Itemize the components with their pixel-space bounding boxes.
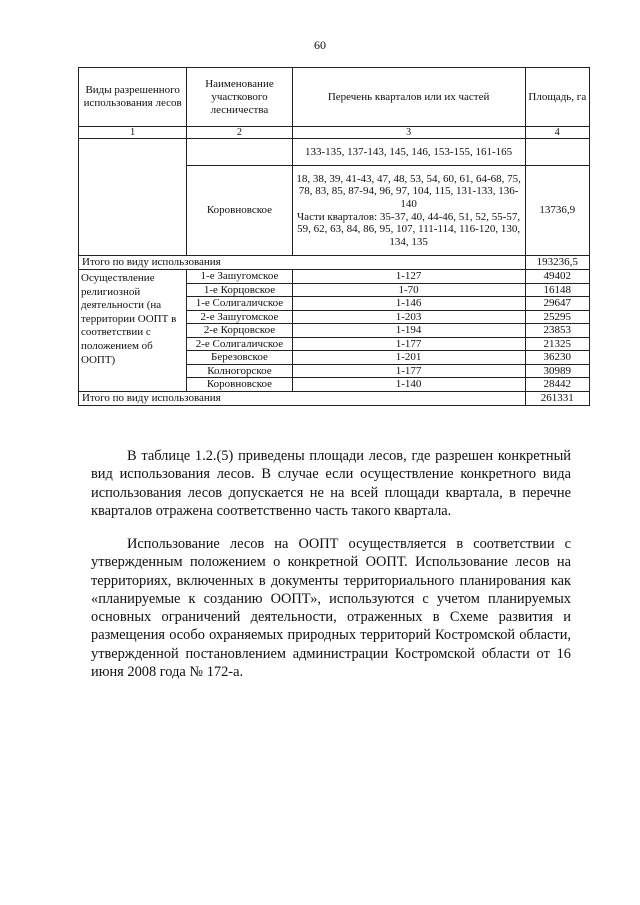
body-paragraph: Использование лесов на ООПТ осуществляется в соответствии с утвержденным положением о конкретной ООПТ. Использование лесов на территориях, включенных в документы территориального планирования как «планируемые к созданию ООПТ», используются с учетом планируемых основных ограничений деятельности, отраженных в Схеме развития и размещения особо охраняемых природных территорий Костромской области, утвержденной постановлением администрации Костромской области от 16 июня 2008 года № 172-а. bbox=[91, 536, 571, 681]
forest-use-table bbox=[78, 67, 590, 406]
table-header-row bbox=[79, 68, 590, 127]
forestry-cell: Березовское bbox=[187, 351, 292, 365]
quarters-parts-list: Части кварталов: 35-37, 40, 44-46, 51, 52, 55-57, 59, 62, 63, 84, 86, 95, 107, 111-114, 116-120, 130, 134, 135 bbox=[297, 210, 521, 248]
page-number: 60 bbox=[314, 38, 326, 52]
total-label: Итого по виду использования bbox=[79, 256, 526, 270]
area-cell: 25295 bbox=[525, 310, 589, 324]
column-number-row bbox=[79, 127, 590, 139]
header-use-type: Виды разрешенного использования лесов bbox=[79, 68, 187, 127]
forestry-cell: 1-е Корцовское bbox=[187, 283, 292, 297]
quarters-cell: 1-70 bbox=[292, 283, 525, 297]
total-row bbox=[79, 256, 590, 270]
area-cell: 30989 bbox=[525, 364, 589, 378]
forestry-cell: 2-е Корцовское bbox=[187, 324, 292, 338]
area-cell: 23853 bbox=[525, 324, 589, 338]
table-row bbox=[79, 139, 590, 166]
quarters-cell: 1-146 bbox=[292, 297, 525, 311]
forestry-cell: Колногорское bbox=[187, 364, 292, 378]
use-type-cell: Осуществление религиозной деятельности (на территории ООПТ в соответствии с положением об ООПТ) bbox=[79, 270, 187, 392]
header-forestry: Наименование участкового лесничества bbox=[187, 68, 292, 127]
header-quarters: Перечень кварталов или их частей bbox=[292, 68, 525, 127]
area-cell: 49402 bbox=[525, 270, 589, 284]
total-value: 261331 bbox=[525, 391, 589, 405]
column-number: 4 bbox=[525, 127, 589, 139]
total-value: 193236,5 bbox=[525, 256, 589, 270]
forestry-cell: 2-е Солигаличское bbox=[187, 337, 292, 351]
area-cell: 13736,9 bbox=[525, 166, 589, 256]
table-row bbox=[79, 270, 590, 284]
forestry-cell: Коровновское bbox=[187, 378, 292, 392]
forestry-cell: 1-е Зашугомское bbox=[187, 270, 292, 284]
use-type-cell bbox=[79, 139, 187, 256]
quarters-cell: 1-194 bbox=[292, 324, 525, 338]
area-cell: 36230 bbox=[525, 351, 589, 365]
forestry-cell: Коровновское bbox=[187, 166, 292, 256]
column-number: 1 bbox=[79, 127, 187, 139]
header-area: Площадь, га bbox=[525, 68, 589, 127]
body-paragraph: В таблице 1.2.(5) приведены площади лесов, где разрешен конкретный вид использования лесов. В случае если осуществление конкретного вида использования лесов допускается не на всей площади квартала, в перечне кварталов отражена соответственно часть такого квартала. bbox=[91, 448, 571, 519]
area-cell: 28442 bbox=[525, 378, 589, 392]
quarters-cell: 133-135, 137-143, 145, 146, 153-155, 161-165 bbox=[292, 139, 525, 166]
quarters-cell: 1-127 bbox=[292, 270, 525, 284]
forestry-cell: 2-е Зашугомское bbox=[187, 310, 292, 324]
column-number: 2 bbox=[187, 127, 292, 139]
quarters-cell: 1-203 bbox=[292, 310, 525, 324]
area-cell: 21325 bbox=[525, 337, 589, 351]
quarters-cell: 1-177 bbox=[292, 337, 525, 351]
total-row bbox=[79, 391, 590, 405]
total-label: Итого по виду использования bbox=[79, 391, 526, 405]
area-cell bbox=[525, 139, 589, 166]
forestry-cell: 1-е Солигаличское bbox=[187, 297, 292, 311]
quarters-cell: 1-140 bbox=[292, 378, 525, 392]
quarters-cell: 1-201 bbox=[292, 351, 525, 365]
forestry-cell bbox=[187, 139, 292, 166]
quarters-cell bbox=[292, 166, 525, 256]
quarters-cell: 1-177 bbox=[292, 364, 525, 378]
area-cell: 16148 bbox=[525, 283, 589, 297]
quarters-list: 18, 38, 39, 41-43, 47, 48, 53, 54, 60, 61, 64-68, 75, 78, 83, 85, 87-94, 96, 97, 104, 115, 131-133, 136-140 bbox=[296, 172, 521, 210]
area-cell: 29647 bbox=[525, 297, 589, 311]
column-number: 3 bbox=[292, 127, 525, 139]
